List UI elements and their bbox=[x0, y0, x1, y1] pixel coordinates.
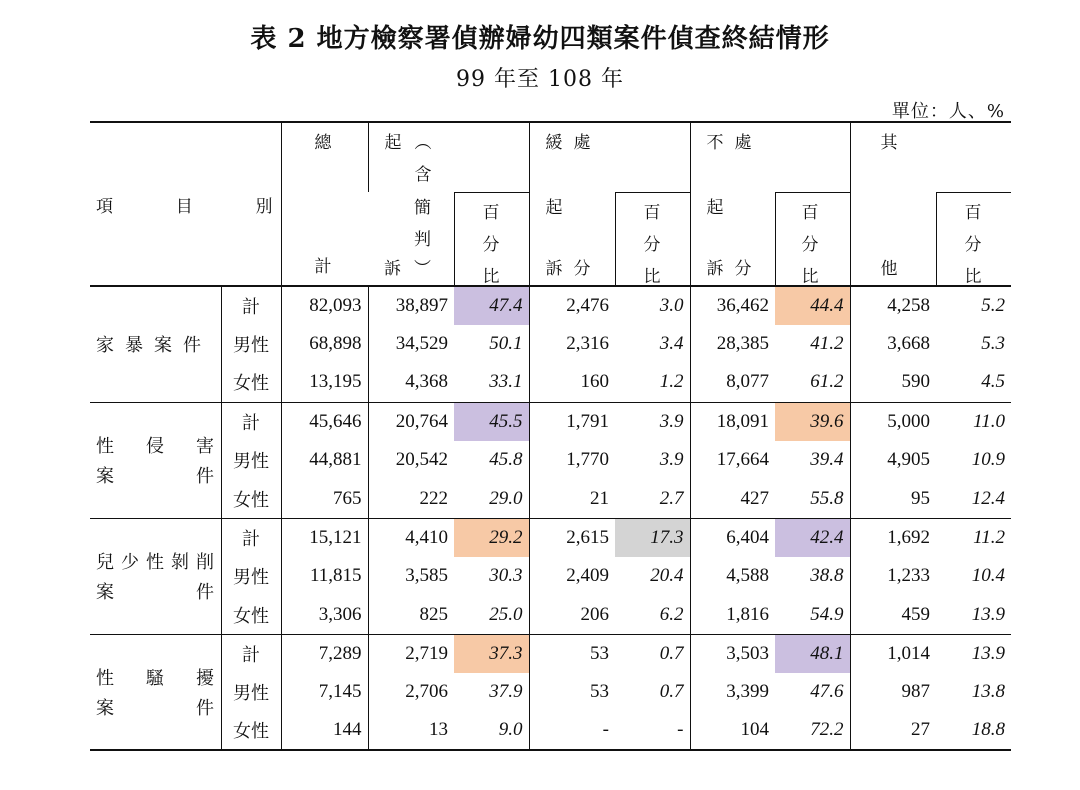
cell-def: 1,791 bbox=[529, 402, 615, 441]
header-char: 比 bbox=[964, 266, 982, 286]
cell-def-pct: 3.4 bbox=[659, 333, 684, 355]
header-char: ︶ bbox=[414, 259, 431, 279]
cell-def: - bbox=[529, 712, 615, 751]
header-char: 分 bbox=[643, 234, 661, 255]
cell-non-pct: 54.9 bbox=[775, 596, 850, 635]
header-deferred-pct bbox=[615, 192, 690, 286]
cell-non-pct: 38.8 bbox=[810, 565, 844, 587]
cell-non: 104 bbox=[690, 712, 775, 751]
cell-non: 1,816 bbox=[690, 596, 775, 635]
cell-other: 27 bbox=[850, 712, 936, 751]
row-subgroup: 計 bbox=[221, 634, 281, 673]
cell-def: 206 bbox=[529, 596, 615, 635]
cell-total: 7,289 bbox=[281, 634, 368, 673]
table-row bbox=[90, 557, 1011, 596]
header-char: 分 bbox=[734, 259, 752, 279]
header-item-char: 項 bbox=[96, 196, 113, 217]
cell-other-pct: 13.9 bbox=[936, 596, 1011, 635]
header-char: 他 bbox=[880, 259, 898, 279]
cell-def: 2,409 bbox=[529, 557, 615, 596]
cell-non: 3,399 bbox=[690, 673, 775, 712]
table-row bbox=[90, 673, 1011, 712]
table-row bbox=[90, 596, 1011, 635]
row-subgroup: 男性 bbox=[221, 673, 281, 712]
cell-other-pct: 10.4 bbox=[971, 565, 1005, 587]
cell-pros-pct: 9.0 bbox=[454, 712, 529, 751]
cell-def-pct: 3.0 bbox=[659, 294, 684, 316]
cell-total: 68,898 bbox=[281, 325, 368, 364]
table-row bbox=[90, 441, 1011, 480]
header-item-char: 目 bbox=[175, 196, 193, 217]
cell-non: 427 bbox=[690, 479, 775, 518]
cell-non: 36,462 bbox=[690, 286, 775, 325]
header-char: 含 bbox=[414, 165, 432, 185]
header-char: 分 bbox=[482, 234, 500, 255]
header-char: 分 bbox=[573, 259, 591, 279]
header-char: 緩 bbox=[545, 133, 563, 153]
table-row bbox=[90, 363, 1011, 402]
cell-other: 1,692 bbox=[850, 518, 936, 557]
cell-non: 3,503 bbox=[690, 634, 775, 673]
category-label bbox=[90, 518, 221, 634]
header-char: 訴 bbox=[545, 259, 563, 279]
cell-other-pct: 18.8 bbox=[936, 712, 1011, 751]
row-subgroup: 女性 bbox=[221, 479, 281, 518]
cell-pros: 20,764 bbox=[368, 402, 454, 441]
header-other bbox=[850, 122, 1011, 192]
header-char: 簡 bbox=[414, 198, 431, 218]
cell-def-pct: 0.7 bbox=[659, 681, 684, 703]
cell-non: 6,404 bbox=[690, 518, 775, 557]
table-body bbox=[90, 286, 1011, 750]
header-char: ︵ bbox=[414, 133, 432, 153]
table-row bbox=[90, 402, 1011, 441]
cell-other: 5,000 bbox=[850, 402, 936, 441]
cell-total: 7,145 bbox=[281, 673, 368, 712]
header-nonprosecute bbox=[690, 122, 850, 192]
cell-pros-pct: 30.3 bbox=[489, 565, 523, 587]
cell-def: 2,476 bbox=[529, 286, 615, 325]
cell-non: 8,077 bbox=[690, 363, 775, 402]
header-char: 百 bbox=[482, 202, 500, 223]
table-row bbox=[90, 712, 1011, 751]
unit-label: 單位：人、% bbox=[891, 101, 1005, 122]
table-row bbox=[90, 325, 1011, 364]
cell-total: 13,195 bbox=[281, 363, 368, 402]
cell-non-pct: 44.4 bbox=[775, 286, 850, 325]
cell-pros-pct: 29.0 bbox=[454, 479, 529, 518]
cell-other: 590 bbox=[850, 363, 936, 402]
header-char: 其 bbox=[880, 133, 898, 153]
header-char: 比 bbox=[482, 266, 500, 286]
cell-other-pct: 13.8 bbox=[971, 681, 1005, 703]
cell-other: 1,233 bbox=[850, 557, 936, 596]
header-char: 訴 bbox=[384, 259, 401, 279]
cell-pros-pct: 33.1 bbox=[454, 363, 529, 402]
cell-def: 53 bbox=[529, 673, 615, 712]
cases-table bbox=[90, 121, 1011, 751]
row-subgroup: 計 bbox=[221, 286, 281, 325]
cell-def-pct: 3.9 bbox=[659, 410, 684, 432]
header-nonprosecute-count bbox=[690, 192, 775, 286]
cell-def: 21 bbox=[529, 479, 615, 518]
cell-non-pct: 42.4 bbox=[775, 518, 850, 557]
category-name-char: 案 bbox=[96, 582, 114, 604]
category-label bbox=[90, 402, 221, 518]
category-name-char: 害 bbox=[196, 436, 214, 458]
cell-pros: 4,368 bbox=[368, 363, 454, 402]
header-char: 分 bbox=[964, 234, 982, 255]
cell-other: 1,014 bbox=[850, 634, 936, 673]
cell-pros: 3,585 bbox=[368, 557, 454, 596]
header-char: 訴 bbox=[706, 259, 724, 279]
category-name-char: 侵 bbox=[146, 436, 164, 458]
header-other-pct bbox=[936, 192, 1011, 286]
cell-non-pct: 55.8 bbox=[775, 479, 850, 518]
cell-other-pct: 10.9 bbox=[971, 449, 1005, 471]
category-name-char: 案 bbox=[96, 697, 114, 719]
category-name-char: 騷 bbox=[146, 667, 164, 689]
row-subgroup: 男性 bbox=[221, 441, 281, 480]
cell-def-pct: 2.7 bbox=[615, 479, 690, 518]
cell-non-pct: 48.1 bbox=[775, 634, 850, 673]
cell-pros-pct: 37.3 bbox=[454, 634, 529, 673]
cell-def: 2,615 bbox=[529, 518, 615, 557]
header-char: 百 bbox=[801, 202, 819, 223]
cell-other-pct: 13.9 bbox=[971, 642, 1005, 664]
header-other-count bbox=[850, 192, 936, 286]
header-char: 起 bbox=[706, 198, 724, 218]
cell-non: 4,588 bbox=[690, 557, 775, 596]
cell-non-pct: 72.2 bbox=[775, 712, 850, 751]
cell-def: 53 bbox=[529, 634, 615, 673]
cell-other: 987 bbox=[850, 673, 936, 712]
header-total-bottom: 計 bbox=[314, 257, 332, 277]
category-name-char: 性 bbox=[146, 552, 164, 574]
cell-pros-pct: 45.8 bbox=[489, 449, 523, 471]
category-name-char: 性 bbox=[96, 667, 114, 689]
cell-other-pct: 12.4 bbox=[936, 479, 1011, 518]
category-name-char: 剝 bbox=[171, 552, 189, 574]
header-total-top: 總 bbox=[314, 133, 332, 153]
cell-def-pct: 17.3 bbox=[615, 518, 690, 557]
header-item bbox=[90, 122, 281, 286]
cell-pros: 20,542 bbox=[368, 441, 454, 480]
cell-pros-pct: 29.2 bbox=[454, 518, 529, 557]
cell-non: 17,664 bbox=[690, 441, 775, 480]
header-char: 百 bbox=[964, 202, 982, 223]
category-name-char: 件 bbox=[196, 697, 214, 719]
header-char: 起 bbox=[545, 198, 563, 218]
table-row bbox=[90, 518, 1011, 557]
cell-def-pct: - bbox=[615, 712, 690, 751]
cell-other-pct: 11.2 bbox=[973, 526, 1005, 548]
cell-pros: 825 bbox=[368, 596, 454, 635]
header-char: 比 bbox=[643, 266, 661, 286]
row-subgroup: 計 bbox=[221, 402, 281, 441]
cell-pros: 4,410 bbox=[368, 518, 454, 557]
cell-pros-pct: 25.0 bbox=[454, 596, 529, 635]
cell-pros: 38,897 bbox=[368, 286, 454, 325]
cell-def-pct: 3.9 bbox=[659, 449, 684, 471]
category-name-char: 件 bbox=[196, 582, 214, 604]
header-char: 處 bbox=[734, 133, 752, 153]
cell-non: 18,091 bbox=[690, 402, 775, 441]
row-subgroup: 計 bbox=[221, 518, 281, 557]
table-row bbox=[90, 286, 1011, 325]
cell-total: 144 bbox=[281, 712, 368, 751]
table-row bbox=[90, 634, 1011, 673]
table-row bbox=[90, 479, 1011, 518]
cell-pros: 13 bbox=[368, 712, 454, 751]
cell-total: 15,121 bbox=[281, 518, 368, 557]
header-char: 起 bbox=[384, 133, 402, 153]
row-subgroup: 男性 bbox=[221, 325, 281, 364]
cell-pros: 34,529 bbox=[368, 325, 454, 364]
cell-pros: 2,719 bbox=[368, 634, 454, 673]
header-deferred-count bbox=[529, 192, 615, 286]
category-name-char: 案 bbox=[96, 466, 114, 488]
cell-total: 44,881 bbox=[281, 441, 368, 480]
cell-def: 160 bbox=[529, 363, 615, 402]
category-name-char: 兒 bbox=[96, 552, 114, 574]
cell-def: 2,316 bbox=[529, 325, 615, 364]
header-deferred bbox=[529, 122, 690, 192]
cell-other-pct: 5.2 bbox=[981, 294, 1005, 316]
cell-def: 1,770 bbox=[529, 441, 615, 480]
category-name: 家暴案件 bbox=[96, 335, 212, 357]
header-total bbox=[281, 122, 368, 286]
cell-non-pct: 61.2 bbox=[775, 363, 850, 402]
cell-total: 82,093 bbox=[281, 286, 368, 325]
header-char: 判 bbox=[414, 230, 431, 250]
cell-non-pct: 41.2 bbox=[810, 333, 844, 355]
header-char: 比 bbox=[801, 266, 819, 286]
cell-def-pct: 0.7 bbox=[659, 642, 684, 664]
cell-def-pct: 20.4 bbox=[650, 565, 684, 587]
cell-pros: 222 bbox=[368, 479, 454, 518]
cell-other: 3,668 bbox=[850, 325, 936, 364]
cell-def-pct: 6.2 bbox=[615, 596, 690, 635]
cell-other: 95 bbox=[850, 479, 936, 518]
cell-pros-pct: 37.9 bbox=[489, 681, 523, 703]
category-name-char: 少 bbox=[121, 552, 139, 574]
header-char: 不 bbox=[706, 133, 724, 153]
cell-def-pct: 1.2 bbox=[615, 363, 690, 402]
header-prosecute-count bbox=[368, 192, 454, 286]
header-item-char: 別 bbox=[255, 196, 273, 217]
cell-non-pct: 39.4 bbox=[810, 449, 844, 471]
category-name-char: 擾 bbox=[196, 667, 214, 689]
header-char: 處 bbox=[573, 133, 591, 153]
cell-other-pct: 11.0 bbox=[973, 410, 1005, 432]
cell-other: 4,905 bbox=[850, 441, 936, 480]
cell-pros: 2,706 bbox=[368, 673, 454, 712]
cell-other: 459 bbox=[850, 596, 936, 635]
cell-total: 765 bbox=[281, 479, 368, 518]
row-subgroup: 男性 bbox=[221, 557, 281, 596]
table-title: 表 2 地方檢察署偵辦婦幼四類案件偵查終結情形 bbox=[250, 24, 830, 54]
header-nonprosecute-pct bbox=[775, 192, 850, 286]
header-prosecute bbox=[368, 122, 529, 192]
cell-other-pct: 4.5 bbox=[936, 363, 1011, 402]
category-name-char: 性 bbox=[96, 436, 114, 458]
table-subtitle: 99 年至 108 年 bbox=[456, 67, 624, 92]
row-subgroup: 女性 bbox=[221, 596, 281, 635]
row-subgroup: 女性 bbox=[221, 363, 281, 402]
category-name-char: 削 bbox=[196, 552, 214, 574]
cell-pros-pct: 50.1 bbox=[489, 333, 523, 355]
cell-non: 28,385 bbox=[690, 325, 775, 364]
header-char: 百 bbox=[643, 202, 661, 223]
category-name-char: 件 bbox=[196, 466, 214, 488]
cell-other-pct: 5.3 bbox=[981, 333, 1005, 355]
cell-total: 45,646 bbox=[281, 402, 368, 441]
cell-pros-pct: 45.5 bbox=[454, 402, 529, 441]
cell-non-pct: 39.6 bbox=[775, 402, 850, 441]
cell-other: 4,258 bbox=[850, 286, 936, 325]
cell-total: 11,815 bbox=[281, 557, 368, 596]
header-prosecute-pct bbox=[454, 192, 529, 286]
category-label bbox=[90, 286, 221, 402]
header-char: 分 bbox=[801, 234, 819, 255]
cell-non-pct: 47.6 bbox=[810, 681, 844, 703]
category-label bbox=[90, 634, 221, 750]
row-subgroup: 女性 bbox=[221, 712, 281, 751]
table-header bbox=[90, 122, 1011, 286]
cell-total: 3,306 bbox=[281, 596, 368, 635]
cell-pros-pct: 47.4 bbox=[454, 286, 529, 325]
